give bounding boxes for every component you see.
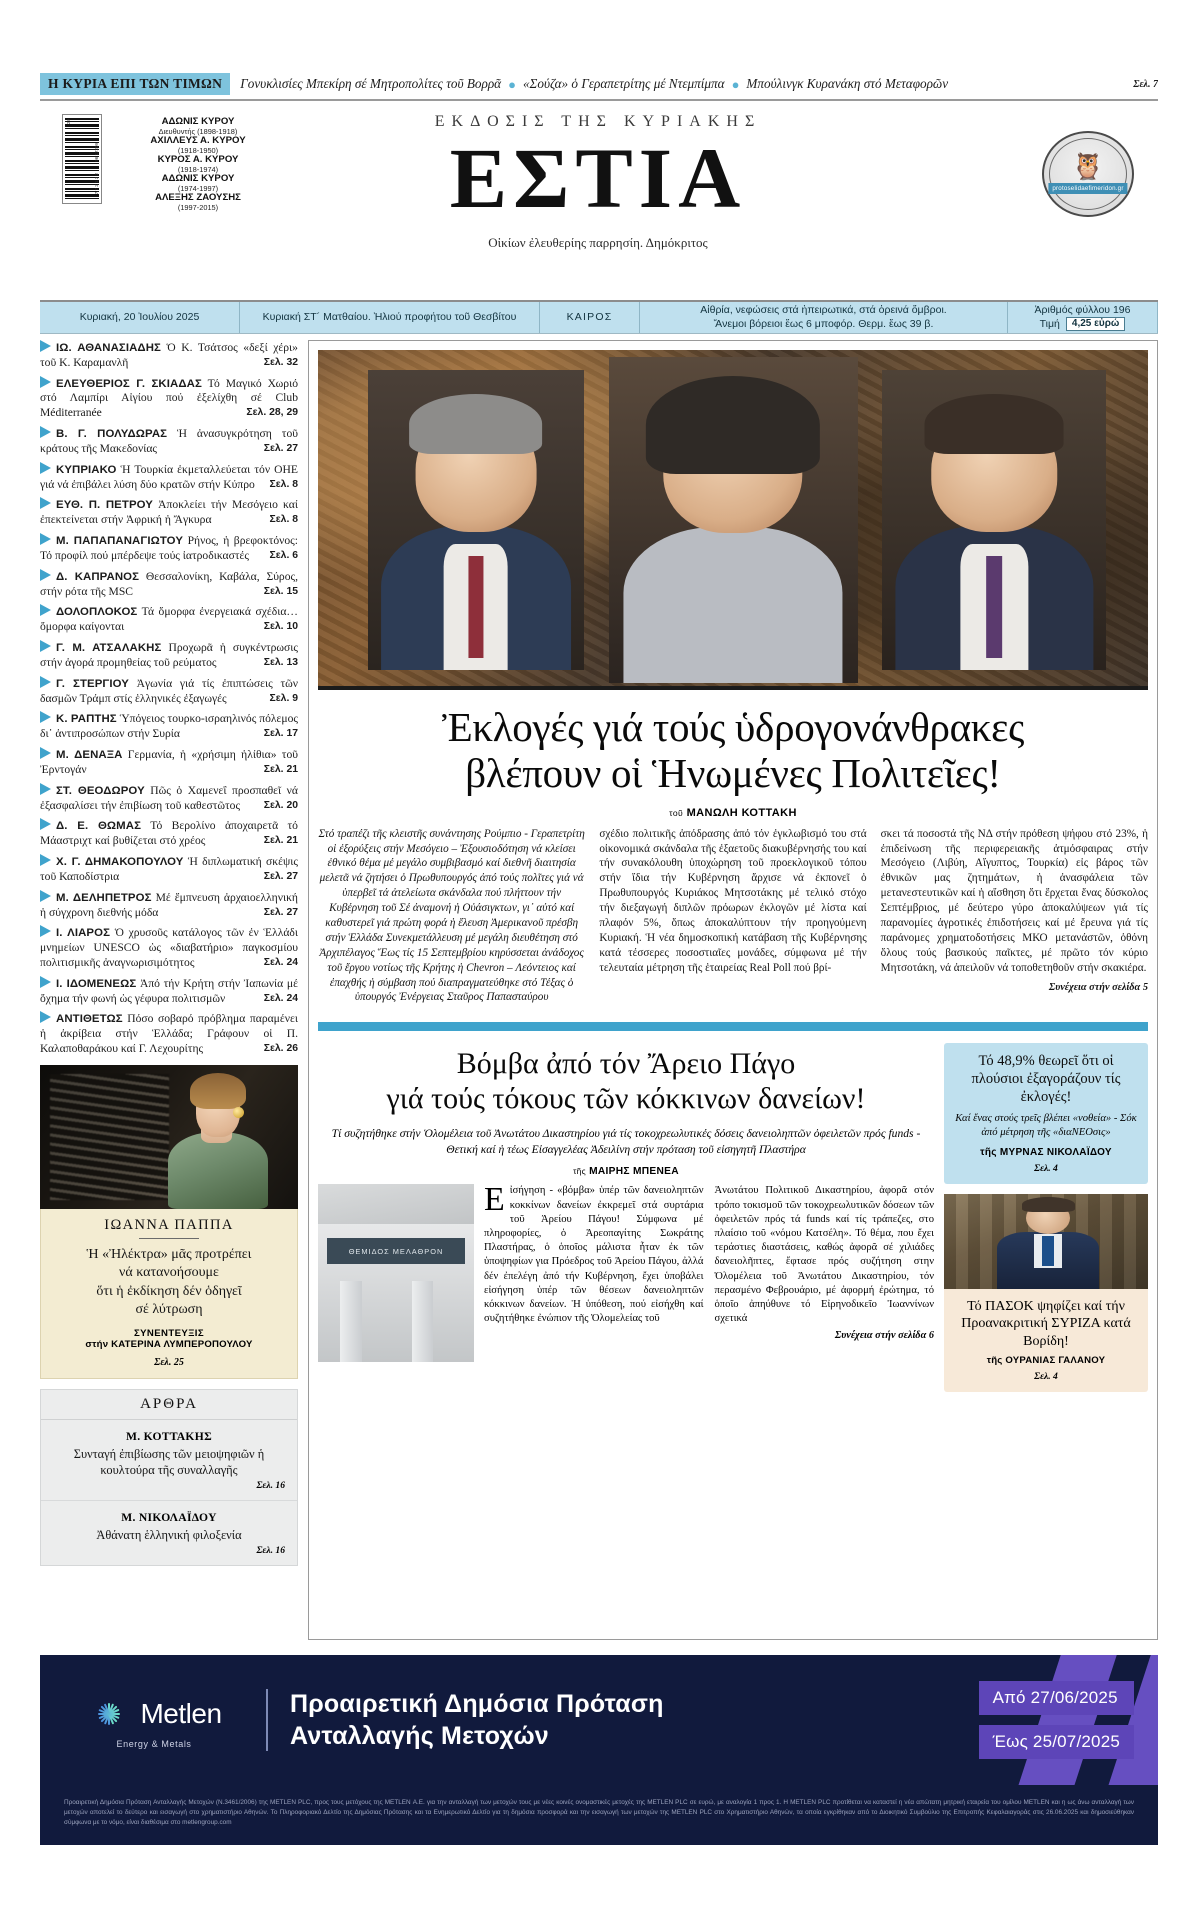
author-blurb: Θεσσαλονίκη, Καβάλα, Σύρος, στήν ρότα τῆς MSC — [40, 569, 299, 598]
triangle-bullet-icon — [40, 711, 51, 723]
author-name: Μ. ΠΑΠΑΠΑΝΑΓΙΩΤΟΥ — [56, 535, 184, 548]
sidebar-item-author[interactable] — [40, 340, 298, 371]
author-page: Σελ. 20 — [263, 799, 298, 811]
author-name: Γ. Μ. ΑΤΣΑΛΑΚΗΣ — [56, 642, 162, 655]
second-story — [318, 1043, 934, 1392]
ticker-item-2[interactable]: «Σούζα» ὁ Γεραπετρίτης μέ Ντεμπίμπα — [522, 76, 725, 91]
seal-banner-text: protoselidaefimeridon.gr — [1048, 183, 1127, 194]
info-bar — [40, 300, 1158, 334]
photo-dress — [168, 1132, 268, 1209]
triangle-bullet-icon — [40, 854, 51, 866]
masthead — [0, 105, 1196, 250]
sidebar-item-author[interactable] — [40, 890, 298, 921]
main-column — [308, 340, 1158, 1640]
bullet-icon: ● — [508, 76, 516, 92]
price-label: Τιμή — [1039, 317, 1060, 330]
author-blurb: Τά ὄμορφα ἐνεργειακά σχέδια… ὄμορφα καίγονται — [40, 605, 298, 634]
portrait-hair — [646, 376, 820, 474]
author-blurb: Ἀπό τήν Κρήτη στήν Ἰαπωνία μέ ὄχημα τήν φωνή ὡς γέφυρα πολιτισμῶν — [40, 976, 299, 1005]
triangle-bullet-icon — [40, 890, 51, 902]
photo-figure — [148, 1071, 287, 1209]
lead-column-3 — [881, 827, 1148, 1011]
sidebar-item-author[interactable] — [40, 818, 298, 849]
masthead-kicker: ΕΚΔΟΣΙΣ ΤΗΣ ΚΥΡΙΑΚΗΣ — [434, 113, 762, 130]
author-page: Σελ. 8 — [269, 514, 298, 526]
accent-bar — [318, 1022, 1148, 1031]
sidebar-item-author[interactable] — [40, 854, 298, 885]
caption-divider — [139, 1238, 199, 1239]
author-name: ΔΟΛΟΠΛΟΚΟΣ — [56, 606, 138, 619]
interview-caption — [40, 1209, 298, 1379]
building-sign: ΘΕΜΙΔΟΣ ΜΕΛΑΘΡΟΝ — [327, 1238, 464, 1265]
sidebar-item-author[interactable] — [40, 462, 298, 493]
author-page: Σελ. 28, 29 — [246, 407, 298, 419]
author-name: ΑΝΤΙΘΕΤΩΣ — [56, 1013, 123, 1026]
author-name: Μ. ΔΕΝΑΞΑ — [56, 749, 123, 762]
sidebar-item-author[interactable] — [40, 533, 298, 564]
portrait-right — [882, 370, 1106, 669]
weather-forecast — [640, 302, 1008, 333]
poll-promo-box[interactable] — [944, 1043, 1148, 1184]
saint-day: Κυριακή ΣΤ´ Ματθαίου. Ἠλιού προφήτου τοῦ Θεσβίτου — [240, 302, 540, 333]
second-story-area — [318, 1043, 1148, 1392]
lead-standfirst: Στό τραπέζι τῆς κλειστῆς συνάντησης Ρούμπιο - Γεραπετρίτη οἱ ἐξορύξεις στήν Μεσόγειο – Ἐξουσιοδότηση νά κλείσει ἐθνικό θέμα μέ μεγάλο συμβιβασμό καί διεθνῆ διαιτησία μελετᾶ νά ζητήσει ὁ Πρωθυπουργός ἀπό τούς πολῖτες γιά νά ὑπερβεῖ τά ἀτελείωτα σκάνδαλα πού πλήττουν τήν Κυβέρνηση τοῦ Σέ ἀναμονή ἡ Οὐάσιγκτων, γι᾽ αὐτό καί καθυστερεῖ γιά πρώτη φορά ἡ ἔλευση Ἀμερικανοῦ πρέσβη στήν Ἑλλάδα Συνεκμετάλλευση μέ μεγάλη διευθέτηση στό Ἀρχιπέλαγος Ἕως τίς 15 Σεπτεμβρίου κηρύσσεται ἀνάδοχος τοῦ ἔργου νοτίως τῆς Κρήτης ἡ Chevron – Λεόντειος καί ἐπαχθής ἡ σύμβαση πού διαπραγματεύθηκε στό Τέξας ὁ ὑπουργός Ἐνέργειας Σταῦρος Παπασταύρου — [318, 827, 585, 1004]
second-byline — [318, 1166, 934, 1177]
byline-prefix: τῆς — [986, 1355, 1003, 1367]
price-row — [1040, 317, 1126, 332]
issue-info — [1008, 302, 1158, 333]
arthra-title: Συνταγή ἐπιβίωσης τῶν μειοψηφιῶν ἡ κουλτούρα τῆς συναλλαγῆς — [73, 1446, 265, 1477]
portrait-hair — [925, 394, 1064, 454]
arthra-section — [40, 1389, 298, 1566]
author-page: Σελ. 24 — [263, 992, 298, 1004]
arthra-page: Σελ. 16 — [256, 1545, 285, 1557]
second-column-1 — [484, 1181, 704, 1362]
author-page: Σελ. 27 — [263, 870, 298, 882]
drop-cap: Ε — [484, 1181, 505, 1219]
author-blurb: Ἀποκλείει τήν Μεσόγειο καί ἐπεκτείνεται στήν Ἀφρική ἡ Ἄγκυρα — [40, 498, 298, 527]
interview-photo — [40, 1065, 298, 1209]
arthra-author: Μ. ΝΙΚΟΛΑΪΔΟΥ — [121, 1511, 217, 1525]
author-page: Σελ. 8 — [269, 478, 298, 490]
author-blurb: Ὁ χρυσοῦς κατάλογος τῶν ἐν Ἑλλάδι μνημείων UNESCO ὡς «διαβατήριο» παγκοσμίου πολιτισμικῆς ἀναγνωρισιμότητος — [40, 926, 298, 969]
author-name: Δ. Ε. ΘΩΜΑΣ — [56, 820, 142, 833]
brand-tagline: Energy & Metals — [116, 1739, 192, 1749]
masthead-motto: Οἰκίων ἐλευθερίης παρρησίη. Δημόκριτος — [488, 235, 708, 250]
ticker-item-1[interactable]: Γονυκλισίες Μπεκίρη σέ Μητροπολίτες τοῦ Βορρᾶ — [240, 76, 502, 91]
second-column-2 — [715, 1184, 935, 1362]
sidebar-item-author[interactable] — [40, 711, 298, 742]
triangle-bullet-icon — [40, 1011, 51, 1023]
lead-headline[interactable] — [318, 704, 1148, 797]
portrait-body — [623, 527, 842, 684]
sidebar — [40, 340, 308, 1640]
arthra-item[interactable] — [41, 1420, 297, 1500]
triangle-bullet-icon — [40, 783, 51, 795]
main-content — [40, 340, 1158, 1640]
triangle-bullet-icon — [40, 533, 51, 545]
triangle-bullet-icon — [40, 976, 51, 988]
pasok-promo-box[interactable] — [944, 1194, 1148, 1392]
starburst-icon — [86, 1691, 132, 1737]
triangle-bullet-icon — [40, 340, 51, 352]
pasok-photo — [944, 1194, 1148, 1289]
triangle-bullet-icon — [40, 376, 51, 388]
founder-years: (1918-1974) — [177, 164, 219, 174]
founder-name: ΑΛΕΞΗΣ ΖΑΟΥΣΗΣ — [155, 192, 241, 204]
interview-interviewer: στήν ΚΑΤΕΡΙΝΑ ΛΥΜΠΕΡΟΠΟΥΛΟΥ — [85, 1338, 253, 1350]
right-rail — [944, 1043, 1148, 1392]
ad-divider — [266, 1689, 268, 1751]
advertisement-banner[interactable] — [40, 1655, 1158, 1785]
second-continue[interactable]: Συνέχεια στήν σελίδα 6 — [834, 1330, 934, 1342]
author-blurb: Ἡ διπλωματική σκέψις τοῦ Καποδίστρια — [40, 855, 298, 883]
author-page: Σελ. 21 — [263, 763, 298, 775]
bullet-icon: ● — [731, 76, 740, 92]
author-page: Σελ. 26 — [263, 1043, 298, 1055]
author-blurb: Τό Βερολίνο ἀποχαιρετᾶ τό Μάαστριχτ καί βυθίζεται στό χρέος — [40, 819, 298, 848]
second-deck: Τί συζητήθηκε στήν Ὁλομέλεια τοῦ Ἀνωτάτου Δικαστηρίου γιά τίς τοκοχρεωλυτικές δόσεις δανειοληπτῶν ὀφειλετῶν πρός funds - Θετική καί ἡ τέως Εἰσαγγελέας Ἀδειλίνη στήν πρόταση τοῦ εἰσηγητῆ Πλαστήρα — [331, 1126, 921, 1157]
byline-prefix: τῆς — [980, 1146, 997, 1158]
triangle-bullet-icon — [40, 604, 51, 616]
pasok-byline — [952, 1355, 1140, 1366]
byline-author: ΜΥΡΝΑΣ ΝΙΚΟΛΑΪΔΟΥ — [999, 1146, 1112, 1158]
arthra-title: Ἀθάνατη ἑλληνική φιλοξενία — [96, 1528, 242, 1543]
author-name: ΕΛΕΥΘΕΡΙΟΣ Γ. ΣΚΙΑΔΑΣ — [56, 377, 202, 390]
triangle-bullet-icon — [40, 640, 51, 652]
barcode-digits-mid: 96 17209 — [94, 143, 99, 162]
metlen-logo — [64, 1691, 244, 1749]
owl-icon: 🦉 — [1071, 152, 1105, 182]
author-page: Σελ. 27 — [263, 906, 298, 918]
author-blurb: Ἡ ἀνασυγκρότηση τοῦ κράτους τῆς Μακεδονίας — [40, 427, 298, 455]
weather-label: ΚΑΙΡΟΣ — [540, 302, 640, 333]
author-page: Σελ. 13 — [263, 656, 298, 668]
lead-column-1 — [318, 827, 585, 1011]
logo-row — [86, 1691, 221, 1737]
portrait-center — [609, 357, 858, 683]
author-name: ΣΤ. ΘΕΟΔΩΡΟΥ — [56, 784, 145, 797]
author-name: Ι. ΙΔΟΜΕΝΕΩΣ — [56, 977, 137, 990]
author-blurb: Προχωρᾶ ἡ συγκέντρωσις στήν ἀγορά προμηθείας τοῦ ρεύματος — [40, 641, 298, 669]
founder-years: (1997-2015) — [177, 202, 219, 212]
arthra-page: Σελ. 16 — [256, 1480, 285, 1492]
byline-prefix: τῆς — [573, 1166, 586, 1177]
speaker-tie — [1042, 1236, 1054, 1266]
lead-story-photo — [318, 350, 1148, 690]
interview-page: Σελ. 25 — [154, 1356, 184, 1368]
byline-author: ΜΑΙΡΗΣ ΜΠΕΝΕΑ — [589, 1166, 679, 1178]
founder-name: ΚΥΡΟΣ Α. ΚΥΡΟΥ — [157, 154, 239, 166]
author-page: Σελ. 24 — [263, 956, 298, 968]
brand-name: Metlen — [140, 1698, 222, 1729]
lead-byline — [318, 807, 1148, 819]
sidebar-item-author[interactable] — [40, 604, 298, 635]
author-blurb: Πόσο σοβαρό πρόβλημα παραμένει ἡ ἀκρίβεια στήν Ἑλλάδα; Γράφουν οἱ Π. Καλαποθαράκου καί Γ. Λεχουρίτης — [40, 1012, 298, 1056]
ad-headline-line-1: Προαιρετική Δημόσια Πρόταση — [290, 1690, 664, 1718]
building-column — [412, 1281, 434, 1363]
author-name: ΕΥΘ. Π. ΠΕΤΡΟΥ — [56, 499, 153, 512]
author-blurb: Τό Μαγικό Χωριό στό Λαμπίρι Αἰγίου πού ἐξελίχθη σέ Club Méditerranée — [40, 376, 298, 420]
author-blurb: Ρήνος, ἡ βρεφοκτόνος: Τό προφίλ πού μπέρδεψε τούς ἰατροδικαστές — [40, 534, 298, 562]
author-page: Σελ. 6 — [269, 549, 298, 561]
sidebar-item-author[interactable] — [40, 976, 298, 1007]
author-page: Σελ. 21 — [263, 835, 298, 847]
ad-legal-text: Προαιρετική Δημόσια Πρόταση Ανταλλαγής Μετοχών (Ν.3461/2006) της METLEN PLC, προς τους μετόχους της METLEN Α.Ε. για την ανταλλαγή των μετοχών τους με νέες κοινές ονομαστικές μετοχές της METLEN PLC σε ευρώ, με αναλογία 1 προς 1. Η METLEN PLC προτίθεται να καταστεί η νέα απώτατη μητρική εταιρεία του ομίλου METLEN και η ως άνω ανταλλαγή των μετοχών αποτελεί το δεύτερο και εισαγωγή στο χρηματιστήριο Αθηνών. Το Πληροφοριακό Δελτίο της Δημόσιας Πρότασης και τα Ενημερωτικό Δελτίο για τη δημόσια προσφορά και την εισαγωγή των μετοχών της METLEN PLC στο Χρηματιστήριο Αθηνών, τα οποία εγκρίθηκαν από το Διοικητικό Συμβούλιο της Επιτροπής Κεφαλαιαγοράς στις 26.06.2025 και δημοσιεύθηκαν σύμφωνα με το νόμο, είναι διαθέσιμα στο metlengroup.com — [40, 1790, 1158, 1838]
ad-date-range — [979, 1681, 1134, 1759]
lead-text-3: σκει τά ποσοστά τῆς ΝΔ στήν πρόθεση ψήφου στό 23%, ἡ ἐπιδείνωση τῆς περιφερειακῆς ἀτμόσφαιρας στήν Μεσόγειο (Λιβύη, Αἴγυπτος, Τουρκία) εἰς βάρος τῶν ἐθνικῶν μας ζητημάτων, ἡ ἀνασφάλεια τῶν μετανεστευτικῶν καί ἡ αἴσθηση ὅτι ἔρχεται ἕνας δύσκολος Σεπτέμβριος, μέ δεύτερο γύρο ἀποκαλύψεων γιά τίς παρανομίες ἀγροτικές ἐπιδοτήσεις καί μέ ἔρευνα γιά τίς παράνομες χρηματοδοτήσεις ΜΚΟ μετανάστῶν, ὀθόνη ὅλους τούς βασικούς παῖκτες, μέ πρῶτο τόν κύριο Μητσοτάκη, νά ἀπειλοῦν νά τοποθετηθοῦν στήν σκακιέρα. — [880, 827, 1148, 974]
lead-body-columns — [318, 827, 1148, 1011]
ad-date-from: Από 27/06/2025 — [979, 1681, 1134, 1715]
sidebar-item-author[interactable] — [40, 640, 298, 671]
founder-name: ΑΔΩΝΙΣ ΚΥΡΟΥ — [161, 173, 235, 185]
author-blurb: Μέ ἔμπνευση ἀρχαιοελληνική ἡ σύγχρονη διεθνής μόδα — [40, 890, 298, 919]
barcode-digits-top: 29 — [66, 119, 71, 125]
byline-prefix: τοῦ — [669, 807, 684, 818]
author-name: Δ. ΚΑΠΡΑΝΟΣ — [56, 570, 140, 583]
second-text-2: Ἀνωτάτου Πολιτικοῦ Δικαστηρίου, ἀφορᾶ στόν τρόπο τοκισμοῦ τῶν τοκοχρεωλυτικῶν δόσεων τῶν ὀφειλετῶν πρός τά funds καί τίς τράπεζες, στο πλαίσιο τοῦ «νόμου Κατσέλη». Τό θέμα, που ἔχει τεράστιες διαστάσεις, καθώς ἀφορᾶ σέ χιλιάδες δανειολῆπτες, ἔφτασε πρός συζήτηση στην Ὁλομέλεια τοῦ Ἀνωτάτου Δικαστηρίου, τόν περασμένο Φεβρουάριο, μέ ἀφορμή ἐρώτημα, τό ὁποῖο ἀπηύθυνε τό Εἰρηνοδικεῖο Ἰωαννίνων σχετικά — [714, 1185, 934, 1325]
speaker-hair — [1022, 1197, 1075, 1212]
sidebar-item-author[interactable] — [40, 747, 298, 778]
interview-quote-line: νά κατανοήσουμε — [119, 1265, 219, 1281]
interview-quote-line: σέ λύτρωση — [135, 1302, 203, 1318]
ad-headline — [290, 1688, 664, 1752]
poll-page: Σελ. 4 — [1034, 1162, 1058, 1174]
triangle-bullet-icon — [40, 569, 51, 581]
photo-hair — [190, 1073, 246, 1109]
sidebar-item-author[interactable] — [40, 497, 298, 528]
interview-quote-line: Ἡ «Ἠλέκτρα» μᾶς προτρέπει — [86, 1246, 252, 1262]
ticker-item-3[interactable]: Μπούλινγκ Κυρανάκη στό Μεταφορῶν — [746, 76, 949, 91]
ad-inner — [40, 1655, 1158, 1785]
sidebar-item-author[interactable] — [40, 925, 298, 970]
author-blurb: Γερμανία, ἡ «χρήσιμη ἠλίθια» τοῦ Ἐρντογάν — [40, 748, 298, 776]
seal-emblem — [1042, 131, 1134, 217]
second-columns — [484, 1181, 934, 1362]
author-name: Β. Γ. ΠΟΛΥΔΩΡΑΣ — [56, 428, 168, 441]
ad-date-to: Έως 25/07/2025 — [979, 1725, 1134, 1759]
author-page: Σελ. 9 — [269, 692, 298, 704]
triangle-bullet-icon — [40, 676, 51, 688]
price-value: 4,25 εὐρώ — [1066, 317, 1125, 332]
author-blurb: Ὑπόγειος τουρκο-ισραηλινός πόλεμος δι᾽ ἀντιπροσώπων στήν Συρία — [40, 712, 298, 741]
author-page: Σελ. 10 — [263, 621, 298, 633]
author-page: Σελ. 32 — [263, 356, 298, 368]
lead-continue[interactable]: Συνέχεια στήν σελίδα 5 — [1048, 981, 1148, 993]
second-body — [318, 1181, 934, 1362]
newspaper-logo: ΕΣΤΙΑ — [449, 130, 747, 226]
author-name: Κ. ΡΑΠΤΗΣ — [56, 713, 117, 726]
lead-headline-line-1: Ἐκλογές γιά τούς ὑδρογονάνθρακες — [441, 704, 1025, 750]
sidebar-item-author[interactable] — [40, 1011, 298, 1056]
second-story-photo — [318, 1184, 474, 1362]
author-name: Χ. Γ. ΔΗΜΑΚΟΠΟΥΛΟΥ — [56, 856, 184, 869]
author-name: ΙΩ. ΑΘΑΝΑΣΙΑΔΗΣ — [56, 342, 161, 354]
second-text-1: ἰσήγηση - «βόμβα» ὑπέρ τῶν δανειοληπτῶν κοκκίνων δανείων ἐκκρεμεῖ στά συρτάρια τοῦ Ἀρείου Πάγου! Σύμφωνα μέ πληροφορίες, ὁ Ἀρεοπαγίτης Σωκράτης Πλαστήρας, ὁ ὁποῖος μάλιστα ἦταν ἐκ τῶν ὑποψηφίων για Πρόεδρος τοῦ Ἀρείου Πάγου, ἀλλά δέν ἐπελέγη ἀπό τήν Κυβέρνηση, ἔχει ὑποβάλει εἰσήγηση ὑπέρ τῶν θέσεων δανειοληπτῶν κόκκινων δανείων. Ἡ ὑπόθεση, πού εἰσήχθη καί συζητήθηκε ἐνώπιον τῆς Ὁλομελείας τοῦ — [484, 1185, 704, 1325]
top-ticker — [40, 70, 1158, 98]
author-page: Σελ. 15 — [263, 585, 298, 597]
interview-promo[interactable] — [40, 1065, 298, 1379]
founder-name: ΑΧΙΛΛΕΥΣ Α. ΚΥΡΟΥ — [150, 135, 246, 147]
triangle-bullet-icon — [40, 497, 51, 509]
interview-subject-name: ΙΩΑΝΝΑ ΠΑΠΠΑ — [104, 1216, 234, 1233]
arthra-item[interactable] — [41, 1500, 297, 1565]
arthra-author: Μ. ΚΟΤΤΑΚΗΣ — [126, 1429, 212, 1443]
photo-bottom-rule — [318, 686, 1148, 690]
author-blurb: Ὁ Κ. Τσάτσος «δεξί χέρι» τοῦ Κ. Καραμανλῆ — [40, 341, 298, 369]
pasok-title: Τό ΠΑΣΟΚ ψηφίζει καί τήν Προανακριτική ΣΥΡΙΖΑ κατά Βορίδη! — [961, 1298, 1131, 1349]
arthra-heading: ΑΡΘΡΑ — [41, 1390, 297, 1420]
author-blurb: Ἡ Τουρκία ἐκμεταλλεύεται τόν ΟΗΕ γιά νά ἐπιβάλει λύση δύο κρατῶν στήν Κύπρο — [40, 462, 298, 491]
second-headline[interactable] — [318, 1047, 934, 1117]
sidebar-item-author[interactable] — [40, 426, 298, 457]
triangle-bullet-icon — [40, 818, 51, 830]
sidebar-item-author[interactable] — [40, 376, 298, 421]
lead-headline-line-2: βλέπουν οἱ Ἡνωμένες Πολιτεῖες! — [465, 750, 1001, 797]
founder-years: (1974-1997) — [177, 183, 219, 193]
pasok-page: Σελ. 4 — [1034, 1371, 1058, 1383]
founder-years: Διευθυντής (1898-1918) — [158, 126, 238, 136]
lead-column-2 — [599, 827, 866, 1011]
poll-deck: Καί ἕνας στούς τρεῖς βλέπει «νοθεία» - Σόκ ἀπό μέτρηση τῆς «διαΝΕΟσις» — [955, 1113, 1137, 1139]
byline-author: ΜΑΝΩΛΗ ΚΟΤΤΑΚΗ — [686, 806, 797, 819]
publication-date: Κυριακή, 20 Ἰουλίου 2025 — [40, 302, 240, 333]
founder-years: (1918-1950) — [177, 145, 219, 155]
portrait-tie — [987, 556, 1003, 658]
byline-author: ΟΥΡΑΝΙΑΣ ΓΑΛΑΝΟΥ — [1005, 1355, 1106, 1367]
ticker-page-ref: Σελ. 7 — [1133, 78, 1158, 90]
triangle-bullet-icon — [40, 747, 51, 759]
poll-byline — [953, 1147, 1139, 1158]
author-name: Γ. ΣΤΕΡΓΙΟΥ — [56, 677, 129, 690]
triangle-bullet-icon — [40, 925, 51, 937]
sidebar-item-author[interactable] — [40, 676, 298, 707]
poll-title: Τό 48,9% θεωρεῖ ὅτι οἱ πλούσιοι ἐξαγοράζουν τίς ἐκλογές! — [971, 1053, 1121, 1105]
sidebar-item-author[interactable] — [40, 569, 298, 600]
interview-quote-line: ὅτι ἡ ἐκδίκηση δέν ὁδηγεῖ — [96, 1283, 242, 1299]
ad-headline-line-2: Ανταλλαγής Μετοχών — [290, 1722, 549, 1750]
triangle-bullet-icon — [40, 426, 51, 438]
author-blurb: Πῶς ὁ Χαμενεΐ προσπαθεῖ νά ἐξασφαλίσει τήν ἐπιβίωση τοῦ καθεστῶτος — [40, 783, 299, 812]
barcode-digits-bottom: 7 7 2 1 3 2 — [94, 173, 99, 195]
portrait-left — [368, 370, 584, 669]
author-page: Σελ. 17 — [263, 728, 298, 740]
interview-label: ΣΥΝΕΝΤΕΥΞΙΣ — [133, 1327, 205, 1339]
portrait-tie — [468, 556, 483, 658]
lead-text-2: σχέδιο πολιτικῆς ἀπόδρασης ἀπό τόν ἐγκλωβισμό του στά οἰκονομικά σκάνδαλα τῆς ἐξαετοῦς διακυβέρνησής του καί τήν συνακόλουθη ὑποχώρηση τοῦ προεκλογικοῦ τόπου στήν ἴδια τήν Κυβέρνηση ἄρχισε νά ἐκπονεῖ ὁ Πρωθυπουργός Κυριάκος Μητσοτάκης μέ τελικό στόχο τήν διεξαγωγή διπλῶν πρόωρων ἐκλογῶν μέ λίστα καί πλαφόν 5%, ὅπως ἀποκαλύπτουν τήν προηγούμενη Κυριακή. Ἡ νέα δημοσκοπική κατάβαση τῆς Κυβέρνησης κατά τέσσερες ποσοστιαῖες μονάδες, σύμφωνα μέ τήν τελευταία μέτρηση τῆς ἑταιρείας Real Poll πού βρί- — [599, 827, 867, 974]
pasok-caption — [944, 1289, 1148, 1392]
second-headline-line-2: γιά τούς τόκους τῶν κόκκινων δανείων! — [386, 1082, 866, 1116]
issue-number: Ἀριθμός φύλλου 196 — [1034, 303, 1131, 316]
portrait-hair — [409, 394, 543, 454]
second-headline-line-1: Βόμβα ἀπό τόν Ἄρειο Πάγο — [456, 1047, 796, 1081]
photo-earring — [233, 1107, 244, 1118]
author-name: Μ. ΔΕΛΗΠΕΤΡΟΣ — [56, 891, 152, 904]
founder-name: ΑΔΩΝΙΣ ΚΥΡΟΥ — [161, 116, 235, 127]
sidebar-item-author[interactable] — [40, 783, 298, 814]
weather-line-2: Ἄνεμοι βόρειοι ἕως 6 μποφόρ. Θερμ. ἕως 39 β. — [713, 317, 934, 330]
author-blurb: Ἀγωνία γιά τίς ἐπιπτώσεις τῶν δασμῶν Τράμπ στίς ἑλληνικές ἐξαγωγές — [40, 676, 298, 705]
ticker-badge: Η ΚΥΡΙΑ ΕΠΙ ΤΩΝ ΤΙΜΩΝ — [40, 73, 230, 95]
ticker-rule — [40, 99, 1158, 101]
weather-line-1: Αἰθρία, νεφώσεις στά ἠπειρωτικά, στά ὀρεινά ὄμβροι. — [700, 304, 947, 317]
author-page: Σελ. 27 — [263, 442, 298, 454]
author-name: ΚΥΠΡΙΑΚΟ — [56, 463, 117, 476]
triangle-bullet-icon — [40, 462, 51, 474]
ticker-items — [240, 76, 1158, 92]
author-name: Ι. ΛΙΑΡΟΣ — [56, 927, 111, 940]
building-column — [340, 1281, 362, 1363]
